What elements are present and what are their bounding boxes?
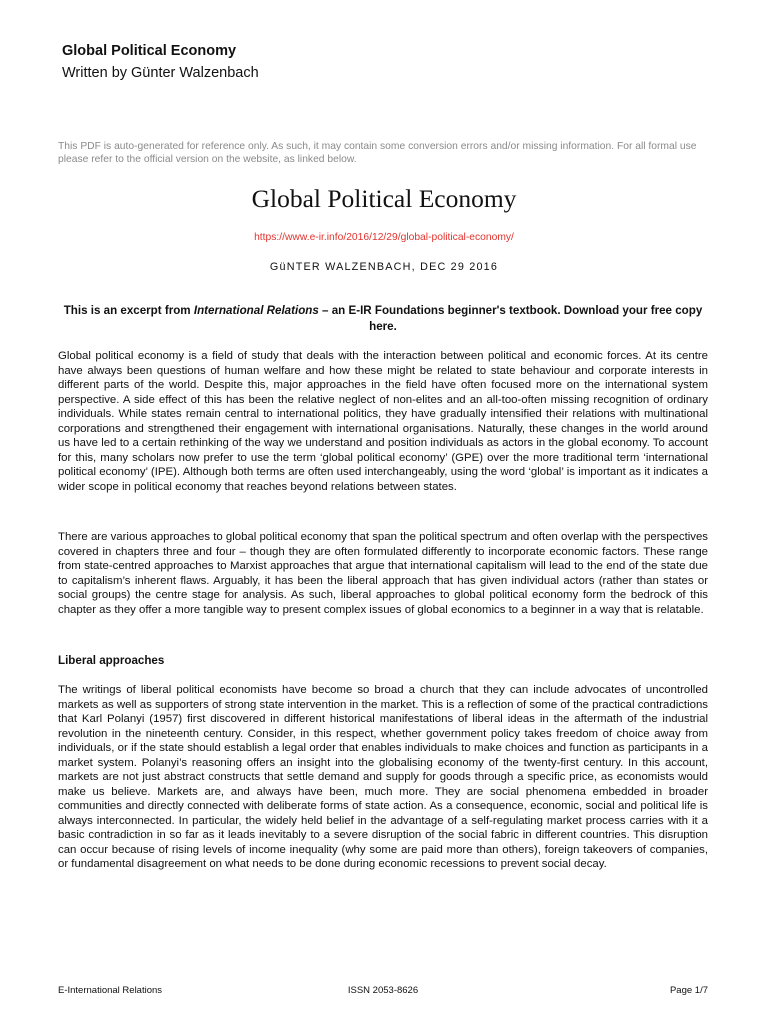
footer-page-number: Page 1/7 [669, 985, 708, 996]
body-paragraph-3: The writings of liberal political economists have become so broad a church that they can include advocates of uncontrolled markets as well as supporters of strong state intervention in the market. This is a reflection of some of the practical contradictions that Karl Polanyi (1957) first discovered in different historical manifestations of liberal ideas in the aftermath of the industrial revolution in the nineteenth century. Consider, in this respect, whether government policy takes freedom of choice away from individuals, or if the state should establish a legal order that enables individuals to make choices and function as participants in a market system. Polanyi’s reasoning offers an insight into the globalising economy of the twenty-first century. In this account, markets are not just abstract constructs that settle demand and supply for goods through a specific price, as economists would make us believe. Markets are, and always have been, much more. They are social phenomena embedded in broader communities and directly connected with deliberate forms of state action. As a consequence, economic, social and political life is always interconnected. In particular, the widely held belief in the advantage of a self-regulating market process carries with it a basic contradiction in so far as it leads inevitably to a severe disruption of the social fabric in different countries. This disruption can occur because of rising levels of income inequality (why some are paid more than others), foreign takeovers of companies, or fundamental disagreement on what needs to be done during economic recessions to prevent social decay. [58, 684, 708, 870]
pdf-disclaimer: This PDF is auto-generated for reference only. As such, it may contain some conversion errors and/or missing information. For all formal use please refer to the official version on the website, as linked below. [58, 141, 697, 165]
excerpt-book-title: International Relations [193, 304, 319, 317]
header-author: Written by Günter Walzenbach [62, 65, 259, 81]
body-paragraph-2: There are various approaches to global political economy that span the political spectrum and often overlap with the perspectives covered in chapters three and four – though they are often formulated differently to incorporate economic factors. These range from state-centred approaches to Marxist approaches that argue that international capitalism will lead to the end of the state due to capitalism’s inherent flaws. Arguably, it has been the liberal approach that has given individual actors (rather than states or social groups) the centre stage for analysis. As such, liberal approaches to global political economy form the bedrock of this chapter as they offer a more tangible way to present complex issues of global economics to a beginner in a way that is relatable. [58, 531, 708, 616]
document-url-link[interactable]: https://www.e-ir.info/2016/12/29/global-political-economy/ [254, 232, 514, 243]
footer-publisher: E-International Relations [58, 985, 163, 996]
page-footer [58, 984, 708, 997]
excerpt-pre: This is an excerpt from [63, 304, 194, 317]
excerpt-notice [58, 303, 708, 335]
footer-issn: ISSN 2053-8626 [347, 985, 419, 996]
header-title: Global Political Economy [62, 43, 237, 59]
page-header [62, 42, 259, 83]
excerpt-post: – an E-IR Foundations beginner's textbook. Download your free copy here. [318, 304, 703, 333]
document-title: Global Political Economy [251, 184, 517, 213]
section-heading: Liberal approaches [58, 654, 165, 667]
document-byline: GüNTER WALZENBACH, DEC 29 2016 [269, 261, 499, 273]
body-paragraph-1: Global political economy is a field of study that deals with the interaction between political and economic forces. At its centre have always been questions of human welfare and how these might be related to state behaviour and corporate interests in different parts of the world. Despite this, major approaches in the field have often focused more on the international system perspective. A side effect of this has been the relative neglect of non-elites and an all-too-often missing recognition of ordinary individuals. While states remain central to international politics, they have gradually intensified their relations with multinational corporations and strengthened their engagement with international organisations. Naturally, these changes in the world around us have led to a certain rethinking of the way we understand and position individuals as actors in the global economy. To account for this, many scholars now prefer to use the term ‘global political economy’ (GPE) over the more traditional term ‘international political economy’ (IPE). Although both terms are often used interchangeably, using the word ‘global’ is important as it indicates a wider scope in political economy that reaches beyond relations between states. [58, 350, 708, 493]
